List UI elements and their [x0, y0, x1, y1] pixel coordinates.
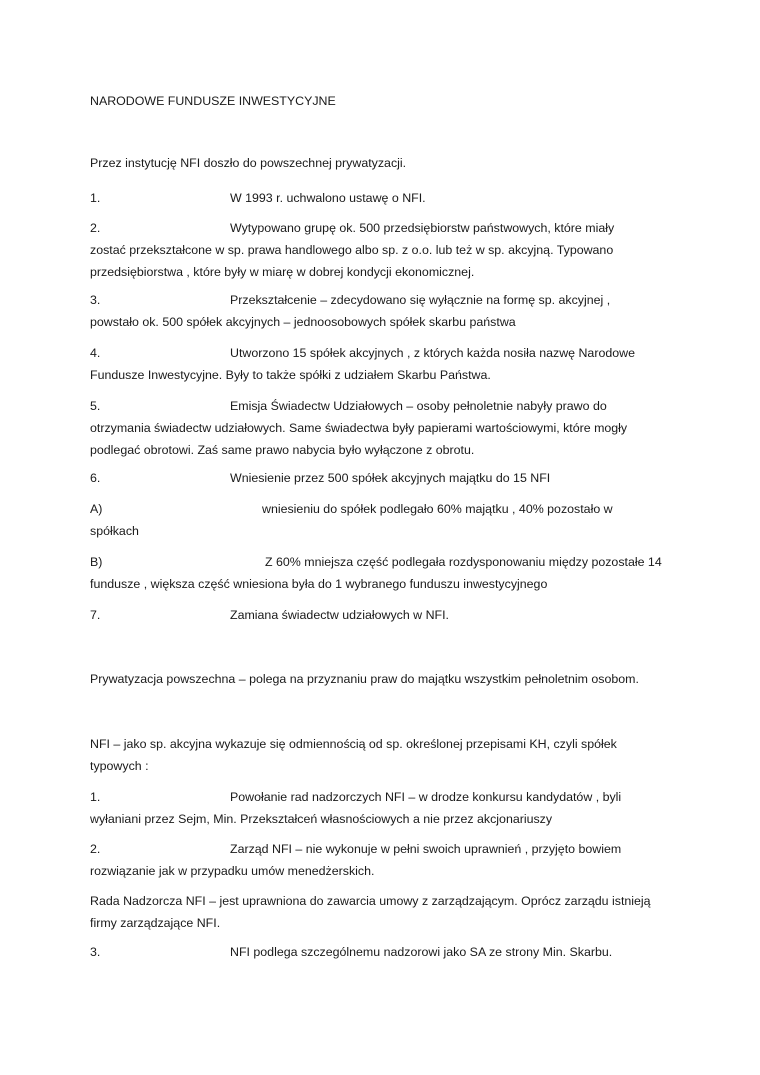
paragraph-text: NFI – jako sp. akcyjna wykazuje się odmiennością od sp. określonej przepisami KH, czyli spółek — [90, 737, 617, 751]
list-number: 2. — [90, 221, 101, 235]
list-letter: A) — [90, 502, 103, 516]
document-title: NARODOWE FUNDUSZE INWESTYCYJNE — [90, 94, 336, 108]
list-item-6 — [90, 467, 680, 489]
list-text: Wniesienie przez 500 spółek akcyjnych majątku do 15 NFI — [230, 471, 551, 485]
list3-item-3 — [90, 941, 680, 963]
list2-item-1 — [90, 786, 680, 830]
list-number: 6. — [90, 471, 101, 485]
list-text: NFI podlega szczególnemu nadzorowi jako SA ze strony Min. Skarbu. — [230, 945, 613, 959]
paragraph-text-continued: firmy zarządzające NFI. — [90, 916, 221, 930]
nfi-intro-paragraph — [90, 733, 680, 777]
list-text-continued: spółkach — [90, 524, 139, 538]
list-number: 1. — [90, 191, 101, 205]
list-number: 4. — [90, 346, 101, 360]
list-item-1 — [90, 187, 680, 209]
list-number: 2. — [90, 842, 101, 856]
list-text: W 1993 r. uchwalono ustawę o NFI. — [230, 191, 426, 205]
list-text: Powołanie rad nadzorczych NFI – w drodze konkursu kandydatów , byli — [230, 790, 622, 804]
list-number: 3. — [90, 293, 101, 307]
list-text: Wytypowano grupę ok. 500 przedsiębiorstw państwowych, które miały — [230, 221, 615, 235]
paragraph-text: Rada Nadzorcza NFI – jest uprawniona do zawarcia umowy z zarządzającym. Oprócz zarządu istnieją — [90, 894, 651, 908]
board-paragraph — [90, 890, 680, 934]
list-text-continued: otrzymania świadectw udziałowych. Same świadectwa były papierami wartościowymi, które mogły — [90, 421, 628, 435]
list-text: Zamiana świadectw udziałowych w NFI. — [230, 608, 449, 622]
list-item-5 — [90, 395, 680, 461]
list-text-continued: przedsiębiorstwa , które były w miarę w dobrej kondycji ekonomicznej. — [90, 265, 475, 279]
list-letter: B) — [90, 555, 103, 569]
list-item-2 — [90, 217, 680, 283]
list-text-continued: powstało ok. 500 spółek akcyjnych – jednoosobowych spółek skarbu państwa — [90, 315, 516, 329]
list-text: Utworzono 15 spółek akcyjnych , z których każda nosiła nazwę Narodowe — [230, 346, 635, 360]
list-number: 3. — [90, 945, 101, 959]
definition-paragraph: Prywatyzacja powszechna – polega na przyznaniu praw do majątku wszystkim pełnoletnim osobom. — [90, 672, 639, 686]
list-text: Przekształcenie – zdecydowano się wyłącznie na formę sp. akcyjnej , — [230, 293, 611, 307]
list-number: 7. — [90, 608, 101, 622]
list-text: Emisja Świadectw Udziałowych – osoby pełnoletnie nabyły prawo do — [230, 399, 607, 413]
list-text: Zarząd NFI – nie wykonuje w pełni swoich uprawnień , przyjęto bowiem — [230, 842, 622, 856]
list-text-continued: rozwiązanie jak w przypadku umów menedżerskich. — [90, 864, 375, 878]
paragraph-text-continued: typowych : — [90, 759, 149, 773]
list-text: Z 60% mniejsza część podlegała rozdysponowaniu między pozostałe 14 — [265, 555, 662, 569]
list-number: 5. — [90, 399, 101, 413]
list-item-b — [90, 551, 680, 595]
list-text-continued: Fundusze Inwestycyjne. Były to także spółki z udziałem Skarbu Państwa. — [90, 368, 491, 382]
list-text-continued: wyłaniani przez Sejm, Min. Przekształceń własnościowych a nie przez akcjonariuszy — [90, 812, 553, 826]
list-number: 1. — [90, 790, 101, 804]
list-text-continued: zostać przekształcone w sp. prawa handlowego albo sp. z o.o. lub też w sp. akcyjną. Typowano — [90, 243, 614, 257]
list2-item-2 — [90, 838, 680, 882]
list-text: wniesieniu do spółek podlegało 60% majątku , 40% pozostało w — [262, 502, 613, 516]
list-item-4 — [90, 342, 680, 386]
list-item-7 — [90, 604, 680, 626]
list-item-3 — [90, 289, 680, 333]
intro-paragraph: Przez instytucję NFI doszło do powszechnej prywatyzacji. — [90, 156, 407, 170]
list-text-continued: podlegać obrotowi. Zaś same prawo nabycia było wyłączone z obrotu. — [90, 443, 475, 457]
list-text-continued: fundusze , większa część wniesiona była do 1 wybranego funduszu inwestycyjnego — [90, 577, 548, 591]
list-item-a — [90, 498, 680, 542]
